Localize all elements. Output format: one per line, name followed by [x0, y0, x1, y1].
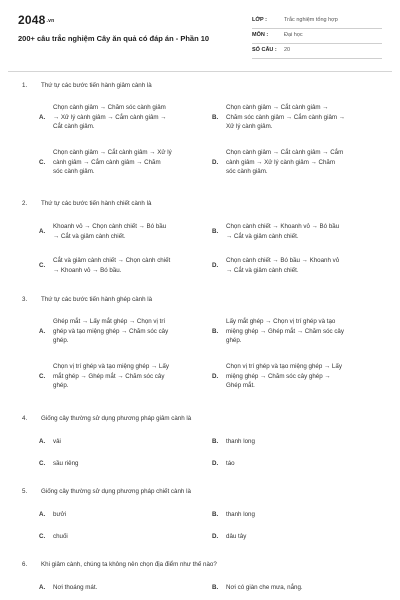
meta-value: Đại học: [284, 32, 303, 38]
option-text: sầu riêng: [53, 460, 79, 467]
question-3: [0, 296, 400, 390]
option-line: Ghép mắt.: [226, 382, 255, 390]
option-line: ghép.: [53, 382, 69, 390]
option-letter: A.: [39, 227, 46, 235]
option-line: ghép và tạo miệng ghép → Chăm sóc cây: [53, 327, 169, 335]
option-text: bưởi: [53, 511, 67, 518]
option-line: Cắt và giâm cành chiết → Chọn cành chiết: [53, 257, 171, 264]
question-text: Thứ tự các bước tiến hành ghép cành là: [41, 296, 153, 303]
option-letter: C.: [39, 372, 46, 380]
option-text: thanh long: [226, 511, 255, 518]
question-1: [0, 82, 400, 176]
option-line: Xử lý cành giâm.: [226, 123, 273, 131]
option-letter: B.: [212, 511, 219, 518]
option-line: cành giâm → Xử lý cành giâm → Chăm: [226, 158, 336, 166]
question-text: Giống cây thường sử dụng phương pháp giâm cành là: [41, 415, 192, 422]
option-line: Chọn cành giâm → Cắt cành giâm → Xử lý: [53, 149, 172, 156]
option-text: Nơi có giàn che mưa, nắng.: [226, 584, 303, 591]
option-line: Chọn cành chiết → Khoanh vỏ → Bó bầu: [226, 223, 340, 230]
option-line: Chọn vị trí ghép và tạo miệng ghép → Lấy: [226, 363, 342, 370]
option-line: Chăm sóc cành giâm → Cắm cành giâm →: [226, 113, 345, 121]
option-line: Ghép mắt → Lấy mắt ghép → Chọn vị trí: [53, 318, 166, 325]
site-logo[interactable]: [18, 13, 54, 27]
option-letter: A.: [39, 584, 46, 591]
option-line: → Cắt và giâm cành chiết.: [53, 232, 126, 240]
logo-suffix: .vn: [46, 17, 55, 24]
option-line: → Cắt và giâm cành chiết.: [226, 266, 299, 274]
meta-value: Trắc nghiệm tổng hợp: [284, 17, 338, 23]
option-line: ghép.: [53, 337, 69, 345]
option-letter: D.: [212, 158, 219, 166]
meta-label: SỐ CÂU :: [252, 47, 277, 53]
option-text: [53, 317, 205, 346]
meta-row-count: [252, 44, 382, 59]
meta-label: LỚP :: [252, 17, 267, 23]
option-letter: D.: [212, 261, 219, 269]
option-text: thanh long: [226, 438, 255, 445]
option-line: Chọn cành giâm → Chăm sóc cành giâm: [53, 104, 166, 111]
option-line: → Xử lý cành giâm → Cắm cành giâm →: [53, 113, 167, 121]
question-text: Thứ tự các bước tiến hành chiết cành là: [41, 200, 152, 207]
question-number: 3.: [22, 296, 28, 303]
option-line: sóc cành giâm.: [226, 168, 268, 176]
option-letter: B.: [212, 227, 219, 235]
option-letter: D.: [212, 533, 219, 540]
option-text: [53, 256, 205, 275]
option-line: Cắt cành giâm.: [53, 123, 95, 131]
meta-label: MÔN :: [252, 32, 269, 38]
option-text: [53, 148, 205, 177]
option-text: chuối: [53, 533, 68, 540]
option-line: sóc cành giâm.: [53, 168, 95, 176]
option-letter: D.: [212, 372, 219, 380]
question-number: 6.: [22, 561, 28, 568]
question-text: Thứ tự các bước tiến hành giâm cành là: [41, 82, 152, 89]
option-text: [226, 256, 378, 275]
question-stem: [0, 82, 400, 92]
option-text: [226, 222, 378, 241]
option-letter: C.: [39, 533, 46, 540]
option-text: [226, 362, 378, 391]
question-4: [0, 415, 400, 467]
question-text: Khi giâm cành, chúng ta không nên chọn địa điểm như thế nào?: [41, 561, 217, 568]
option-letter: A.: [39, 327, 46, 335]
document-title: 200+ câu trắc nghiệm Cây ăn quả có đáp án - Phần 10: [18, 34, 210, 43]
option-line: Chọn cành giâm → Cắt cành giâm →: [226, 104, 329, 111]
option-line: Khoanh vỏ → Chọn cành chiết → Bó bầu: [53, 223, 167, 230]
document-meta: [252, 14, 382, 59]
option-line: Chọn cành giâm → Cắt cành giâm → Cắm: [226, 149, 344, 156]
option-letter: A.: [39, 113, 46, 121]
meta-value: 20: [284, 47, 291, 53]
option-letter: C.: [39, 460, 46, 467]
option-letter: C.: [39, 158, 46, 166]
question-number: 2.: [22, 200, 28, 207]
option-text: dâu tây: [226, 533, 247, 540]
option-line: Chọn cành chiết → Bó bầu → Khoanh vỏ: [226, 257, 340, 264]
logo-main: 2048: [18, 13, 46, 27]
question-number: 4.: [22, 415, 28, 422]
option-letter: C.: [39, 261, 46, 269]
option-line: ghép.: [226, 337, 242, 345]
option-line: Lấy mắt ghép → Chọn vị trí ghép và tạo: [226, 318, 336, 325]
question-stem: [0, 488, 400, 498]
option-letter: D.: [212, 460, 219, 467]
option-text: [226, 148, 378, 177]
option-text: táo: [226, 460, 235, 467]
option-text: [53, 222, 205, 241]
question-5: [0, 488, 400, 540]
question-number: 1.: [22, 82, 28, 89]
option-text: [226, 317, 378, 346]
header-divider: [8, 71, 392, 72]
question-stem: [0, 200, 400, 210]
option-text: vải: [53, 438, 61, 445]
option-line: → Khoanh vỏ → Bó bầu.: [53, 266, 122, 274]
question-stem: [0, 296, 400, 306]
question-number: 5.: [22, 488, 28, 495]
page-header: [0, 0, 400, 66]
option-letter: B.: [212, 113, 219, 121]
question-6: [0, 561, 400, 591]
option-letter: A.: [39, 511, 46, 518]
option-letter: B.: [212, 327, 219, 335]
option-line: miệng ghép → Ghép mắt → Chăm sóc cây: [226, 327, 344, 335]
option-letter: B.: [212, 584, 219, 591]
option-line: miệng ghép → Chăm sóc cây ghép →: [226, 372, 331, 380]
option-text: [53, 103, 205, 132]
question-text: Giống cây thường sử dụng phương pháp chiết cành là: [41, 488, 191, 495]
option-text: [226, 103, 378, 132]
option-line: mắt ghép → Ghép mắt → Chăm sóc cây: [53, 372, 165, 380]
option-text: Nơi thoáng mát.: [53, 584, 98, 591]
question-stem: [0, 415, 400, 425]
option-letter: B.: [212, 438, 219, 445]
meta-row-subject: [252, 29, 382, 44]
option-line: Chọn vị trí ghép và tạo miệng ghép → Lấy: [53, 363, 169, 370]
option-letter: A.: [39, 438, 46, 445]
option-line: → Cắt và giâm cành chiết.: [226, 232, 299, 240]
question-2: [0, 200, 400, 274]
meta-row-class: [252, 14, 382, 29]
question-stem: [0, 561, 400, 571]
option-text: [53, 362, 205, 391]
option-line: cành giâm → Cắm cành giâm → Chăm: [53, 158, 161, 166]
